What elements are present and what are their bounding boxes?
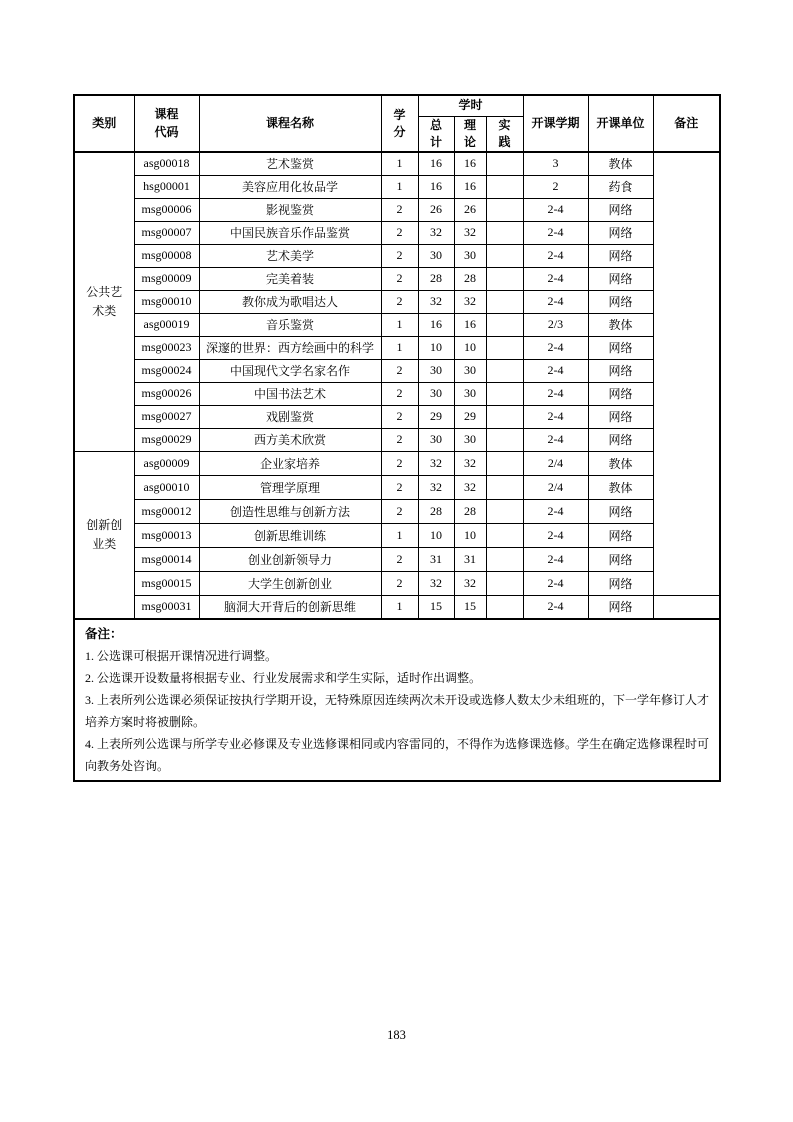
- cell-semester: 2: [523, 175, 588, 198]
- cell-name: 深邃的世界：西方绘画中的科学: [199, 336, 381, 359]
- cell-total: 10: [418, 336, 454, 359]
- header-hours-practice: [486, 116, 523, 152]
- cell-theory: 32: [454, 221, 486, 244]
- course-row: [74, 267, 720, 290]
- header-remarks: [653, 95, 720, 152]
- cell-name: 脑洞大开背后的创新思维: [199, 595, 381, 619]
- cell-theory: 16: [454, 175, 486, 198]
- cell-total: 30: [418, 428, 454, 451]
- cell-credits: 2: [381, 198, 418, 221]
- cell-theory: 32: [454, 571, 486, 595]
- header-hours: [418, 95, 523, 116]
- cell-name: 西方美术欣赏: [199, 428, 381, 451]
- course-row: [74, 290, 720, 313]
- cell-practice: [486, 336, 523, 359]
- cell-credits: 2: [381, 244, 418, 267]
- cell-code: msg00009: [134, 267, 199, 290]
- cell-name: 创业创新领导力: [199, 547, 381, 571]
- cell-practice: [486, 499, 523, 523]
- cell-semester: 2-4: [523, 359, 588, 382]
- course-row: [74, 244, 720, 267]
- cell-credits: 2: [381, 359, 418, 382]
- header-hours-label: 学时: [458, 98, 483, 113]
- cell-theory: 30: [454, 428, 486, 451]
- cell-total: 10: [418, 523, 454, 547]
- cell-theory: 30: [454, 244, 486, 267]
- cell-code: msg00006: [134, 198, 199, 221]
- cell-total: 30: [418, 359, 454, 382]
- course-row: [74, 523, 720, 547]
- cell-total: 15: [418, 595, 454, 619]
- cell-name: 中国民族音乐作品鉴赏: [199, 221, 381, 244]
- note-item: 2. 公选课开设数量将根据专业、行业发展需求和学生实际，适时作出调整。: [85, 671, 482, 685]
- cell-name: 管理学原理: [199, 475, 381, 499]
- cell-semester: 2-4: [523, 571, 588, 595]
- cell-total: 26: [418, 198, 454, 221]
- cell-credits: 1: [381, 152, 418, 175]
- cell-semester: 2/3: [523, 313, 588, 336]
- cell-theory: 15: [454, 595, 486, 619]
- cell-theory: 32: [454, 451, 486, 475]
- cell-name: 中国现代文学名家名作: [199, 359, 381, 382]
- course-row: [74, 152, 720, 175]
- cell-department: 网络: [588, 405, 653, 428]
- cell-total: 32: [418, 221, 454, 244]
- cell-name: 艺术鉴赏: [199, 152, 381, 175]
- course-row: [74, 336, 720, 359]
- cell-department: 网络: [588, 359, 653, 382]
- cell-total: 31: [418, 547, 454, 571]
- cell-practice: [486, 405, 523, 428]
- cell-department: 网络: [588, 244, 653, 267]
- cell-credits: 2: [381, 405, 418, 428]
- cell-total: 32: [418, 475, 454, 499]
- cell-department: 教体: [588, 451, 653, 475]
- course-row: [74, 359, 720, 382]
- cell-practice: [486, 451, 523, 475]
- cell-credits: 1: [381, 523, 418, 547]
- category-cell: [74, 152, 134, 451]
- cell-semester: 2-4: [523, 221, 588, 244]
- header-course-name: [199, 95, 381, 152]
- cell-practice: [486, 313, 523, 336]
- cell-name: 影视鉴赏: [199, 198, 381, 221]
- cell-total: 16: [418, 313, 454, 336]
- cell-code: msg00026: [134, 382, 199, 405]
- page-number: 183: [387, 1028, 406, 1042]
- cell-total: 32: [418, 451, 454, 475]
- course-row: [74, 313, 720, 336]
- cell-code: msg00029: [134, 428, 199, 451]
- cell-semester: 2-4: [523, 198, 588, 221]
- header-course-name-label: 课程名称: [265, 115, 314, 130]
- notes-title: 备注：: [85, 627, 123, 641]
- course-table: [73, 94, 721, 782]
- course-row: [74, 175, 720, 198]
- course-row: [74, 198, 720, 221]
- cell-total: 28: [418, 267, 454, 290]
- cell-code: msg00008: [134, 244, 199, 267]
- cell-credits: 2: [381, 382, 418, 405]
- header-credits-label: 学分: [393, 107, 406, 139]
- cell-practice: [486, 198, 523, 221]
- category-label: 公共艺术类: [86, 284, 123, 318]
- course-row: [74, 221, 720, 244]
- cell-name: 企业家培养: [199, 451, 381, 475]
- note-item: 4. 上表所列公选课与所学专业必修课及专业选修课相同或内容雷同的，不得作为选修课选修。学生在确定选修课程时可向教务处咨询。: [85, 737, 710, 773]
- cell-credits: 1: [381, 595, 418, 619]
- notes-cell: [74, 619, 720, 781]
- course-row: [74, 475, 720, 499]
- cell-credits: 1: [381, 313, 418, 336]
- course-row: [74, 595, 720, 619]
- cell-code: msg00012: [134, 499, 199, 523]
- cell-theory: 29: [454, 405, 486, 428]
- cell-semester: 2-4: [523, 428, 588, 451]
- cell-credits: 2: [381, 571, 418, 595]
- header-department-label: 开课单位: [596, 115, 645, 130]
- cell-department: 网络: [588, 547, 653, 571]
- cell-name: 美容应用化妆品学: [199, 175, 381, 198]
- cell-semester: 2-4: [523, 499, 588, 523]
- cell-semester: 3: [523, 152, 588, 175]
- cell-theory: 16: [454, 313, 486, 336]
- cell-name: 教你成为歌唱达人: [199, 290, 381, 313]
- header-course-code-label: 课程代码: [154, 107, 179, 139]
- cell-total: 28: [418, 499, 454, 523]
- cell-semester: 2-4: [523, 244, 588, 267]
- cell-name: 完美着装: [199, 267, 381, 290]
- cell-code: msg00023: [134, 336, 199, 359]
- header-semester: [523, 95, 588, 152]
- cell-semester: 2-4: [523, 595, 588, 619]
- cell-theory: 10: [454, 336, 486, 359]
- cell-total: 32: [418, 571, 454, 595]
- note-item: 3. 上表所列公选课必须保证按执行学期开设，无特殊原因连续两次未开设或选修人数太少未组班的，下一学年修订人才培养方案时将被删除。: [85, 693, 710, 729]
- cell-total: 16: [418, 152, 454, 175]
- cell-department: 网络: [588, 382, 653, 405]
- cell-code: msg00010: [134, 290, 199, 313]
- cell-name: 中国书法艺术: [199, 382, 381, 405]
- cell-practice: [486, 244, 523, 267]
- header-department: [588, 95, 653, 152]
- remarks-merged-cell: [653, 152, 720, 595]
- cell-code: msg00031: [134, 595, 199, 619]
- cell-department: 药食: [588, 175, 653, 198]
- cell-credits: 2: [381, 267, 418, 290]
- cell-semester: 2/4: [523, 451, 588, 475]
- cell-credits: 2: [381, 451, 418, 475]
- cell-name: 艺术美学: [199, 244, 381, 267]
- cell-total: 32: [418, 290, 454, 313]
- cell-semester: 2-4: [523, 405, 588, 428]
- cell-credits: 2: [381, 499, 418, 523]
- notes-list: [85, 645, 711, 777]
- cell-department: 网络: [588, 221, 653, 244]
- cell-code: msg00014: [134, 547, 199, 571]
- cell-semester: 2-4: [523, 267, 588, 290]
- cell-code: msg00027: [134, 405, 199, 428]
- header-hours-total: [418, 116, 454, 152]
- header-credits: [381, 95, 418, 152]
- cell-name: 音乐鉴赏: [199, 313, 381, 336]
- cell-practice: [486, 175, 523, 198]
- cell-practice: [486, 359, 523, 382]
- cell-code: msg00024: [134, 359, 199, 382]
- course-row: [74, 571, 720, 595]
- header-hours-theory: [454, 116, 486, 152]
- header-hours-theory-label: 理论: [463, 117, 476, 149]
- cell-practice: [486, 382, 523, 405]
- cell-theory: 30: [454, 359, 486, 382]
- cell-practice: [486, 221, 523, 244]
- cell-code: asg00018: [134, 152, 199, 175]
- header-category: [74, 95, 134, 152]
- header-course-code: [134, 95, 199, 152]
- cell-code: asg00019: [134, 313, 199, 336]
- cell-theory: 10: [454, 523, 486, 547]
- note-item: 1. 公选课可根据开课情况进行调整。: [85, 649, 278, 663]
- course-row: [74, 428, 720, 451]
- cell-theory: 28: [454, 499, 486, 523]
- cell-practice: [486, 571, 523, 595]
- cell-theory: 31: [454, 547, 486, 571]
- cell-department: 网络: [588, 499, 653, 523]
- cell-code: msg00015: [134, 571, 199, 595]
- cell-code: msg00013: [134, 523, 199, 547]
- cell-credits: 1: [381, 336, 418, 359]
- cell-department: 网络: [588, 428, 653, 451]
- cell-department: 网络: [588, 571, 653, 595]
- cell-department: 网络: [588, 595, 653, 619]
- cell-total: 30: [418, 382, 454, 405]
- cell-department: 教体: [588, 475, 653, 499]
- remarks-last-cell: [653, 595, 720, 619]
- cell-practice: [486, 475, 523, 499]
- cell-practice: [486, 547, 523, 571]
- cell-credits: 2: [381, 475, 418, 499]
- cell-semester: 2-4: [523, 547, 588, 571]
- table-body: [74, 152, 720, 619]
- cell-theory: 16: [454, 152, 486, 175]
- header-semester-label: 开课学期: [531, 115, 580, 130]
- cell-total: 29: [418, 405, 454, 428]
- cell-semester: 2-4: [523, 290, 588, 313]
- course-row: [74, 382, 720, 405]
- cell-theory: 32: [454, 475, 486, 499]
- cell-credits: 2: [381, 221, 418, 244]
- category-cell: [74, 451, 134, 619]
- cell-name: 戏剧鉴赏: [199, 405, 381, 428]
- cell-department: 教体: [588, 313, 653, 336]
- header-remarks-label: 备注: [674, 115, 699, 130]
- table-notes-body: [74, 619, 720, 781]
- cell-theory: 32: [454, 290, 486, 313]
- cell-name: 创造性思维与创新方法: [199, 499, 381, 523]
- cell-department: 网络: [588, 523, 653, 547]
- cell-credits: 2: [381, 547, 418, 571]
- cell-theory: 30: [454, 382, 486, 405]
- cell-department: 教体: [588, 152, 653, 175]
- header-category-label: 类别: [92, 115, 117, 130]
- cell-practice: [486, 290, 523, 313]
- cell-code: asg00009: [134, 451, 199, 475]
- cell-department: 网络: [588, 198, 653, 221]
- cell-practice: [486, 595, 523, 619]
- cell-credits: 2: [381, 428, 418, 451]
- cell-department: 网络: [588, 290, 653, 313]
- category-label: 创新创业类: [86, 517, 123, 551]
- cell-practice: [486, 152, 523, 175]
- cell-practice: [486, 267, 523, 290]
- course-row: [74, 451, 720, 475]
- cell-code: msg00007: [134, 221, 199, 244]
- cell-semester: 2/4: [523, 475, 588, 499]
- course-row: [74, 547, 720, 571]
- cell-semester: 2-4: [523, 382, 588, 405]
- course-row: [74, 499, 720, 523]
- cell-name: 大学生创新创业: [199, 571, 381, 595]
- cell-total: 16: [418, 175, 454, 198]
- header-hours-practice-label: 实践: [498, 117, 511, 149]
- cell-department: 网络: [588, 267, 653, 290]
- cell-practice: [486, 428, 523, 451]
- cell-semester: 2-4: [523, 336, 588, 359]
- table-header: [74, 95, 720, 152]
- cell-code: asg00010: [134, 475, 199, 499]
- cell-name: 创新思维训练: [199, 523, 381, 547]
- cell-theory: 26: [454, 198, 486, 221]
- cell-credits: 2: [381, 290, 418, 313]
- cell-code: hsg00001: [134, 175, 199, 198]
- cell-practice: [486, 523, 523, 547]
- cell-department: 网络: [588, 336, 653, 359]
- header-hours-total-label: 总计: [429, 117, 442, 149]
- course-row: [74, 405, 720, 428]
- cell-theory: 28: [454, 267, 486, 290]
- cell-total: 30: [418, 244, 454, 267]
- cell-semester: 2-4: [523, 523, 588, 547]
- cell-credits: 1: [381, 175, 418, 198]
